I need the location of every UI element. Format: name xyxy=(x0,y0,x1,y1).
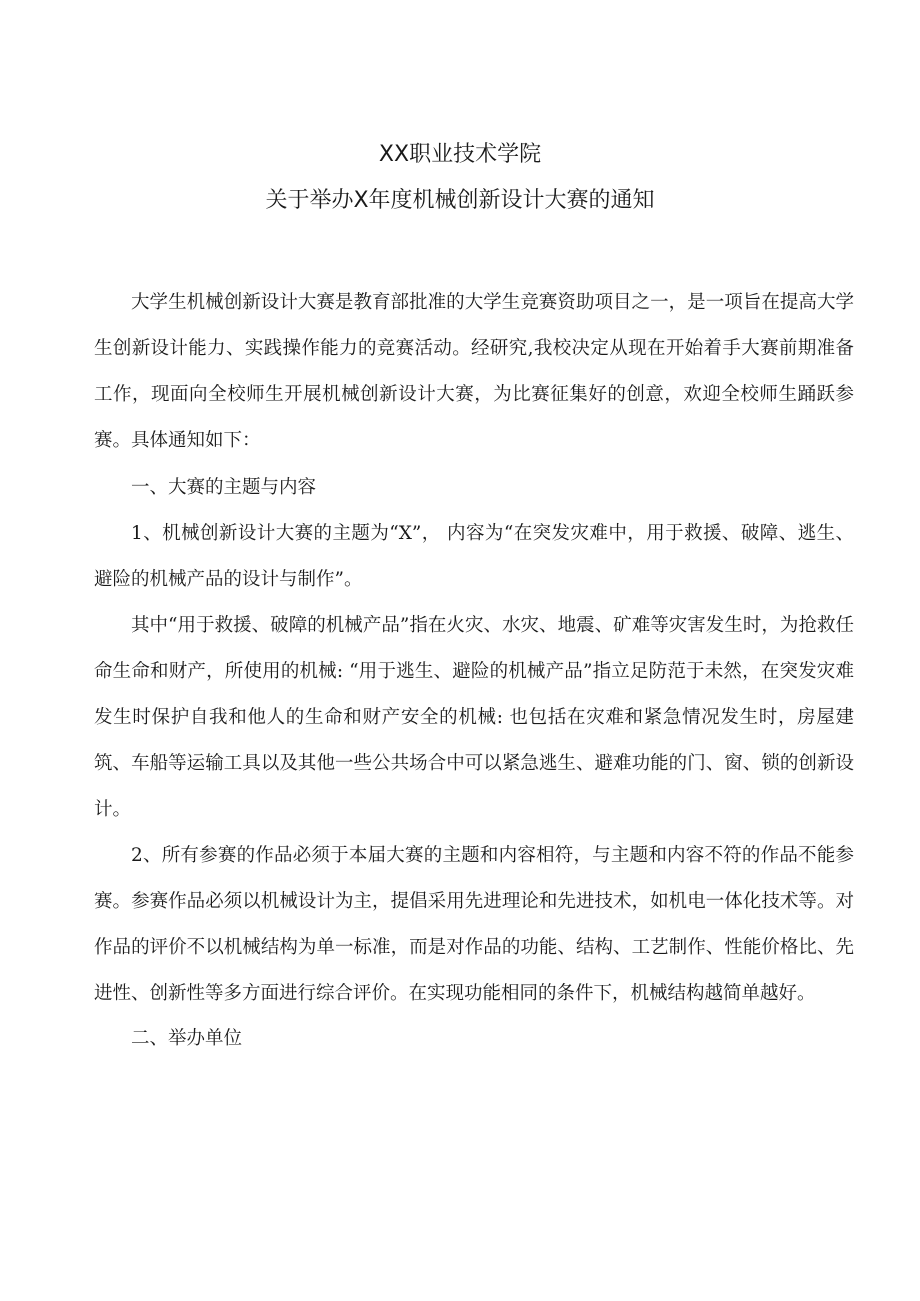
item-1-paragraph: 1、机械创新设计大赛的主题为“X”， 内容为“在突发灾难中，用于救援、破障、逃生、避险的机械产品的设计与制作”。 xyxy=(94,523,854,590)
item-1-detail-paragraph: 其中“用于救援、破障的机械产品”指在火灾、水灾、地震、矿难等灾害发生时，为抢救任命生命和财产，所使用的机械: “用于逃生、避险的机械产品”指立足防范于未然，在突发灾难发生时保护自我和他人的生命和财产安全的机械: 也包括在灾难和紧急情况发生时，房屋建筑、车船等运输工具以及其他一些公共场合中可以紧急逃生、避难功能的门、窗、锁的创新设计。 xyxy=(94,615,854,820)
intro-paragraph: 大学生机械创新设计大赛是教育部批准的大学生竞赛资助项目之一，是一项旨在提高大学生创新设计能力、实践操作能力的竞赛活动。经研究,我校决定从现在开始着手大赛前期准备工作，现面向全校师生开展机械创新设计大赛，为比赛征集好的创意，欢迎全校师生踊跃参赛。具体通知如下： xyxy=(94,292,854,451)
document-title-notice: 关于举办X年度机械创新设计大赛的通知 xyxy=(265,188,655,213)
section-heading-organizer: 二、举办单位 xyxy=(131,1028,243,1049)
item-2-paragraph: 2、所有参赛的作品必须于本届大赛的主题和内容相符，与主题和内容不符的作品不能参赛。参赛作品必须以机械设计为主，提倡采用先进理论和先进技术，如机电一体化技术等。对作品的评价不以机械结构为单一标准，而是对作品的功能、结构、工艺制作、性能价格比、先进性、创新性等多方面进行综合评价。在实现功能相同的条件下，机械结构越简单越好。 xyxy=(94,845,854,1004)
section-heading-theme: 一、大赛的主题与内容 xyxy=(131,477,317,498)
document-title-institution: XX职业技术学院 xyxy=(378,142,542,167)
